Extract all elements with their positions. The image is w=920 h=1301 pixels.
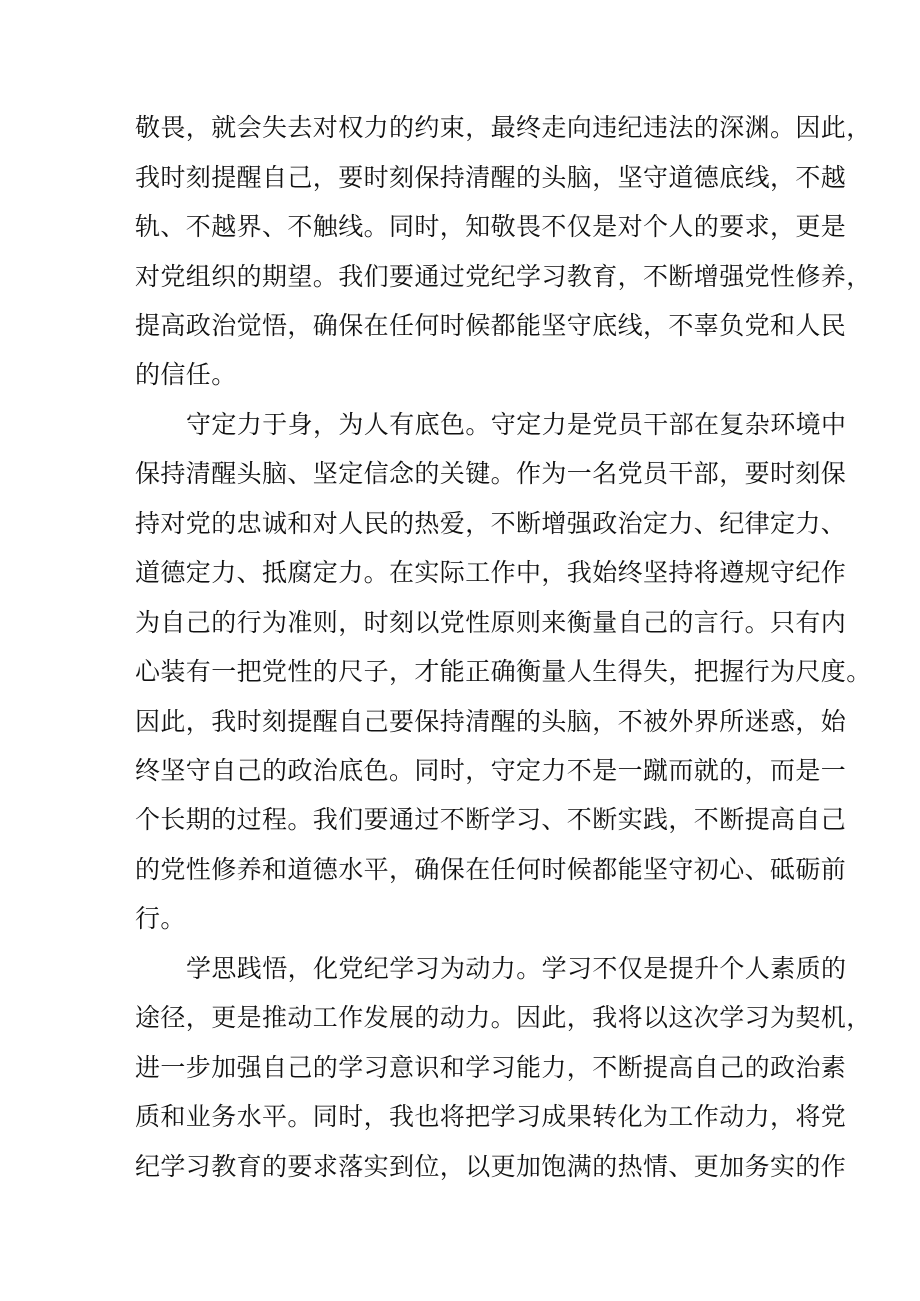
text-line: 个长期的过程。我们要通过不断学习、不断实践，不断提高自己 — [135, 805, 847, 834]
text-line: 持对党的忠诚和对人民的热爱，不断增强政治定力、纪律定力、 — [135, 509, 847, 538]
text-line: 纪学习教育的要求落实到位，以更加饱满的热情、更加务实的作 — [135, 1152, 847, 1181]
text-line: 因此，我时刻提醒自己要保持清醒的头脑，不被外界所迷惑，始 — [135, 707, 847, 736]
text-line: 终坚守自己的政治底色。同时，守定力不是一蹴而就的，而是一 — [135, 756, 847, 785]
text-line: 道德定力、抵腐定力。在实际工作中，我始终坚持将遵规守纪作 — [135, 558, 847, 587]
text-line: 途径，更是推动工作发展的动力。因此，我将以这次学习为契机， — [135, 1003, 872, 1032]
paragraph-first-line: 守定力于身，为人有底色。守定力是党员干部在复杂环境中 — [186, 410, 847, 439]
text-line: 的党性修养和道德水平，确保在任何时候都能坚守初心、砥砺前 — [135, 855, 847, 884]
text-line: 的信任。 — [135, 360, 237, 389]
text-line: 保持清醒头脑、坚定信念的关键。作为一名党员干部，要时刻保 — [135, 459, 847, 488]
text-line: 行。 — [135, 904, 186, 933]
text-line: 敬畏，就会失去对权力的约束，最终走向违纪违法的深渊。因此， — [135, 113, 872, 142]
text-line: 心装有一把党性的尺子，才能正确衡量人生得失，把握行为尺度。 — [135, 657, 872, 686]
text-line: 提高政治觉悟，确保在任何时候都能坚守底线，不辜负党和人民 — [135, 311, 847, 340]
text-line: 为自己的行为准则，时刻以党性原则来衡量自己的言行。只有内 — [135, 608, 847, 637]
text-line: 轨、不越界、不触线。同时，知敬畏不仅是对个人的要求，更是 — [135, 212, 847, 241]
text-line: 质和业务水平。同时，我也将把学习成果转化为工作动力，将党 — [135, 1102, 847, 1131]
text-line: 我时刻提醒自己，要时刻保持清醒的头脑，坚守道德底线，不越 — [135, 163, 847, 192]
paragraph-first-line: 学思践悟，化党纪学习为动力。学习不仅是提升个人素质的 — [186, 954, 847, 983]
text-line: 进一步加强自己的学习意识和学习能力，不断提高自己的政治素 — [135, 1053, 847, 1082]
text-line: 对党组织的期望。我们要通过党纪学习教育，不断增强党性修养， — [135, 262, 872, 291]
